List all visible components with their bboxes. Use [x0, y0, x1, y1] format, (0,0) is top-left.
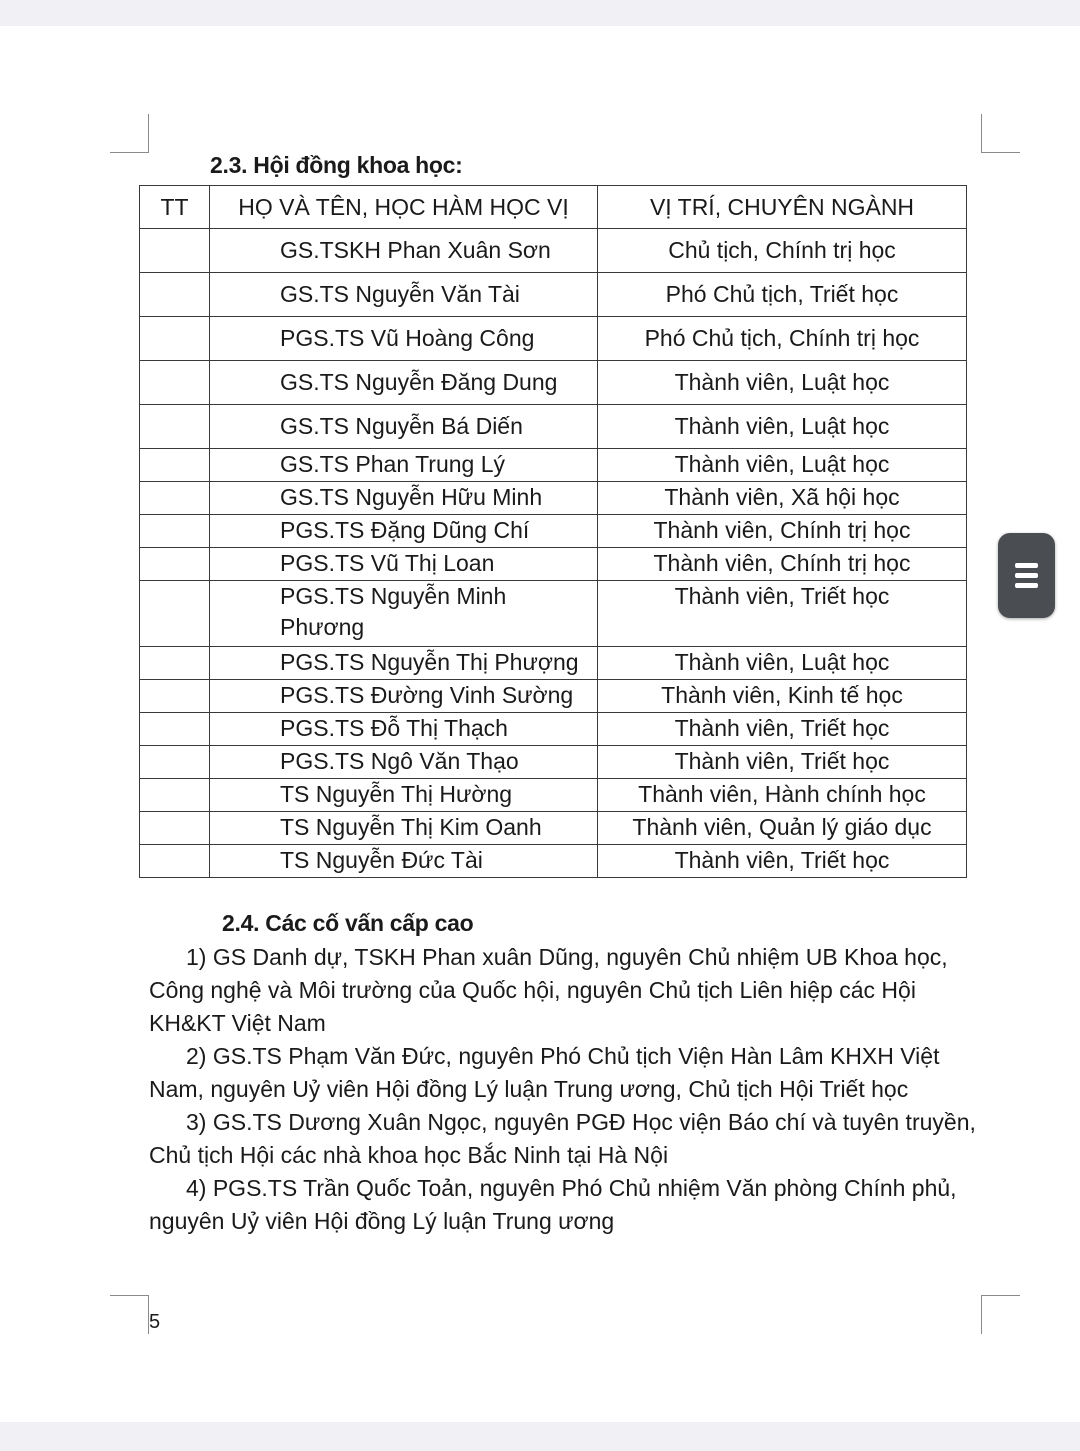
cell-name: PGS.TS Đường Vinh Sường: [210, 680, 598, 713]
cell-role: Thành viên, Luật học: [598, 449, 967, 482]
table-row: [140, 317, 967, 361]
cell-role: Thành viên, Chính trị học: [598, 515, 967, 548]
cell-name: GS.TS Nguyễn Văn Tài: [210, 273, 598, 317]
cell-name: GS.TSKH Phan Xuân Sơn: [210, 229, 598, 273]
cell-role: Thành viên, Triết học: [598, 581, 967, 647]
advisor-item: 3) GS.TS Dương Xuân Ngọc, nguyên PGĐ Học viện Báo chí và tuyên truyền, Chủ tịch Hội các nhà khoa học Bắc Ninh tại Hà Nội: [149, 1109, 976, 1168]
table-row: [140, 680, 967, 713]
cell-name: GS.TS Nguyễn Hữu Minh: [210, 482, 598, 515]
cell-role: Thành viên, Luật học: [598, 361, 967, 405]
crop-mark-top-left: [110, 114, 149, 153]
cell-name: TS Nguyễn Đức Tài: [210, 845, 598, 878]
table-row: [140, 581, 967, 647]
scroll-handle[interactable]: [998, 533, 1055, 618]
cell-tt: [140, 548, 210, 581]
cell-tt: [140, 746, 210, 779]
cell-tt: [140, 229, 210, 273]
cell-name: GS.TS Nguyễn Bá Diến: [210, 405, 598, 449]
advisor-item: 1) GS Danh dự, TSKH Phan xuân Dũng, nguyên Chủ nhiệm UB Khoa học, Công nghệ và Môi trường của Quốc hội, nguyên Chủ tịch Liên hiệp các Hội KH&KT Việt Nam: [149, 944, 948, 1036]
cell-role: Thành viên, Triết học: [598, 713, 967, 746]
cell-tt: [140, 581, 210, 647]
cell-role: Phó Chủ tịch, Triết học: [598, 273, 967, 317]
cell-name: PGS.TS Nguyễn Thị Phượng: [210, 647, 598, 680]
cell-tt: [140, 515, 210, 548]
cell-name: PGS.TS Vũ Hoàng Công: [210, 317, 598, 361]
advisor-item: 4) PGS.TS Trần Quốc Toản, nguyên Phó Chủ nhiệm Văn phòng Chính phủ, nguyên Uỷ viên Hội đồng Lý luận Trung ương: [149, 1175, 957, 1234]
advisors-list: [149, 941, 979, 1238]
cell-tt: [140, 317, 210, 361]
cell-name: PGS.TS Đặng Dũng Chí: [210, 515, 598, 548]
cell-tt: [140, 812, 210, 845]
table-row: [140, 779, 967, 812]
crop-mark-top-right: [981, 114, 1020, 153]
table-row: [140, 229, 967, 273]
table-row: [140, 713, 967, 746]
table-row: [140, 647, 967, 680]
table-row: [140, 449, 967, 482]
column-header-tt: TT: [140, 186, 210, 229]
cell-tt: [140, 713, 210, 746]
cell-tt: [140, 361, 210, 405]
cell-tt: [140, 779, 210, 812]
cell-tt: [140, 680, 210, 713]
cell-tt: [140, 482, 210, 515]
cell-tt: [140, 845, 210, 878]
cell-role: Thành viên, Quản lý giáo dục: [598, 812, 967, 845]
page-number: 5: [149, 1311, 161, 1333]
advisor-item: 2) GS.TS Phạm Văn Đức, nguyên Phó Chủ tịch Viện Hàn Lâm KHXH Việt Nam, nguyên Uỷ viên Hội đồng Lý luận Trung ương, Chủ tịch Hội Triết học: [149, 1043, 940, 1102]
cell-role: Thành viên, Luật học: [598, 647, 967, 680]
table-row: [140, 548, 967, 581]
column-header-name: HỌ VÀ TÊN, HỌC HÀM HỌC VỊ: [210, 186, 598, 229]
table-header-row: [140, 186, 967, 229]
cell-tt: [140, 273, 210, 317]
cell-name: PGS.TS Nguyễn Minh Phương: [210, 581, 598, 647]
table-row: [140, 361, 967, 405]
cell-name: PGS.TS Ngô Văn Thạo: [210, 746, 598, 779]
cell-role: Thành viên, Chính trị học: [598, 548, 967, 581]
crop-mark-bottom-left: [110, 1295, 149, 1334]
cell-name: PGS.TS Vũ Thị Loan: [210, 548, 598, 581]
cell-name: PGS.TS Đỗ Thị Thạch: [210, 713, 598, 746]
cell-role: Thành viên, Hành chính học: [598, 779, 967, 812]
cell-role: Thành viên, Kinh tế học: [598, 680, 967, 713]
table-row: [140, 515, 967, 548]
section-heading-advisors: 2.4. Các cố vấn cấp cao: [222, 910, 474, 936]
cell-name: GS.TS Nguyễn Đăng Dung: [210, 361, 598, 405]
table-row: [140, 482, 967, 515]
cell-name: TS Nguyễn Thị Hường: [210, 779, 598, 812]
council-table: [139, 185, 967, 878]
column-header-role: VỊ TRÍ, CHUYÊN NGÀNH: [598, 186, 967, 229]
cell-role: Phó Chủ tịch, Chính trị học: [598, 317, 967, 361]
table-row: [140, 812, 967, 845]
table-row: [140, 273, 967, 317]
section-heading-council: 2.3. Hội đồng khoa học:: [210, 152, 463, 178]
cell-name: GS.TS Phan Trung Lý: [210, 449, 598, 482]
table-row: [140, 845, 967, 878]
cell-role: Thành viên, Luật học: [598, 405, 967, 449]
cell-name: TS Nguyễn Thị Kim Oanh: [210, 812, 598, 845]
cell-tt: [140, 647, 210, 680]
cell-tt: [140, 405, 210, 449]
table-row: [140, 405, 967, 449]
cell-role: Thành viên, Triết học: [598, 845, 967, 878]
cell-role: Thành viên, Xã hội học: [598, 482, 967, 515]
crop-mark-bottom-right: [981, 1295, 1020, 1334]
table-row: [140, 746, 967, 779]
cell-role: Chủ tịch, Chính trị học: [598, 229, 967, 273]
cell-role: Thành viên, Triết học: [598, 746, 967, 779]
cell-tt: [140, 449, 210, 482]
document-page: [0, 26, 1080, 1422]
